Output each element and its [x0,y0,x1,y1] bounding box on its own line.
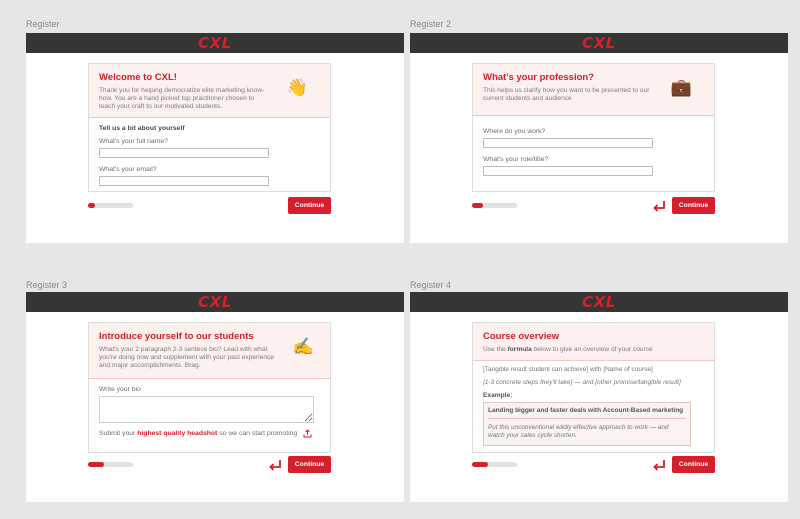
card-body [89,379,330,446]
example-text: Put this unconventional wildly effective approach to work — and watch your sales cycle shorten. [488,424,669,439]
card-title: Introduce yourself to our students [99,331,254,342]
example-label: Example: [483,392,513,399]
back-button[interactable] [267,458,282,472]
top-bar [26,33,404,53]
card-header [89,323,330,379]
continue-button[interactable]: Continue [288,197,331,214]
card-body [473,116,714,192]
frame-label-register: Register [26,19,60,29]
upload-icon[interactable] [303,429,312,438]
role-input[interactable] [483,166,653,176]
work-label: Where do you work? [483,128,546,135]
progress-bar [472,203,517,208]
card-body [473,361,714,454]
bio-card [88,322,331,453]
frame-register [26,33,404,243]
example-title: Landing bigger and faster deals with Account-Based marketing [488,407,686,419]
progress-fill [472,462,488,467]
example-box [483,402,691,446]
work-input[interactable] [483,138,653,148]
writing-hand-icon: ✍️ [292,337,314,356]
formula-line-1[interactable]: [Tangible result student can achieve] with [Name of course] [483,366,653,373]
formula-bold: formula [507,346,532,353]
register-card [88,63,331,192]
card-body [89,118,330,202]
headshot-upload-link[interactable]: highest quality headshot [137,430,218,437]
frame-register-4 [410,292,788,502]
waving-hand-icon: 👋 [286,78,308,97]
frame-label-register-2: Register 2 [410,19,452,29]
top-bar [410,33,788,53]
back-button[interactable] [651,199,666,213]
back-arrow-icon [652,459,666,471]
frame-register-3 [26,292,404,502]
frame-register-2 [410,33,788,243]
role-label: What's your role/title? [483,156,549,163]
progress-bar [88,462,133,467]
card-title: What's your profession? [483,72,594,83]
bio-textarea[interactable] [99,396,314,423]
headshot-upload-row [99,429,320,438]
briefcase-icon: 💼 [670,78,692,97]
cxl-logo: CXL [198,293,232,311]
course-overview-card [472,322,715,453]
desc-prefix: Use the [483,346,506,353]
progress-fill [88,462,104,467]
progress-bar [472,462,517,467]
frame-label-register-3: Register 3 [26,280,68,290]
top-bar [410,292,788,312]
full-name-label: What's your full name? [99,138,168,145]
top-bar [26,292,404,312]
back-arrow-icon [652,200,666,212]
formula-line-2[interactable]: [1-3 concrete steps they'll take] — and [other promise/tangible result] [483,379,681,386]
continue-button[interactable]: Continue [672,456,715,473]
back-button[interactable] [651,458,666,472]
email-label: What's your email? [99,166,157,173]
card-header [473,64,714,116]
card-description: This helps us clarify how you want to be presented to our current students and audience [483,87,650,102]
frame-label-register-4: Register 4 [410,280,452,290]
profession-card [472,63,715,192]
email-input[interactable] [99,176,269,186]
card-header [473,323,714,361]
desc-suffix: below to give an overview of your course [533,346,653,353]
card-description [483,346,708,354]
card-title: Welcome to CXL! [99,72,177,83]
card-description: Thank you for helping democratize elite marketing know-how. You are a hand picked top practitoner chosen to teach your craft to our motivated students. [99,87,265,110]
cxl-logo: CXL [582,293,616,311]
cxl-logo: CXL [582,34,616,52]
card-header [89,64,330,118]
section-title: Tell us a bit about yourself [99,125,185,132]
cxl-logo: CXL [198,34,232,52]
progress-fill [88,203,95,208]
progress-bar [88,203,133,208]
continue-button[interactable]: Continue [672,197,715,214]
upload-prefix: Submit your [99,430,136,437]
upload-suffix: so we can start promoting [219,430,298,437]
full-name-input[interactable] [99,148,269,158]
progress-fill [472,203,483,208]
card-description: What's your 2 paragraph 2-3 sentece bio? Lead with what you're doing now and supplement with your past experience and major accomplishments. Brag. [99,346,275,369]
bio-label: Write your bio [99,386,141,393]
card-title: Course overview [483,331,560,342]
back-arrow-icon [268,459,282,471]
continue-button[interactable]: Continue [288,456,331,473]
